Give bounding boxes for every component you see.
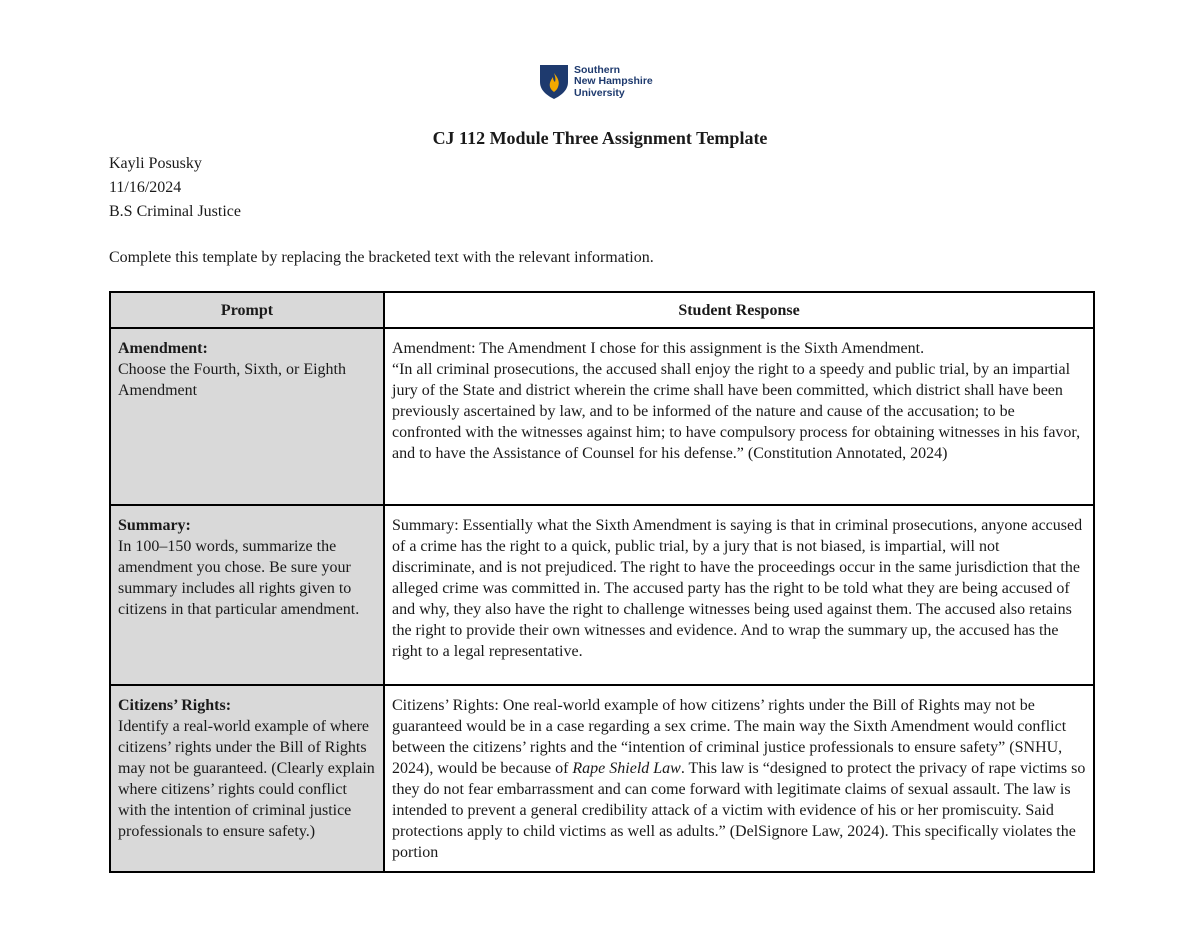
- logo-line: University: [574, 86, 625, 99]
- response-text: Summary: Essentially what the Sixth Amendment is saying is that in criminal prosecutions, anyone accused of a crime has the right to a quick, public trial, by a jury that is not biased, is impartial, will not discriminate, and is not prejudiced. The right to have the proceedings occur in the same jurisdiction that the alleged crime was committed in. The accused party has the right to be told what they are being accused of and why, they also have the right to challenge witnesses being used against them. The accused also retains the right to provide their own witnesses and evidence. And to wrap the summary up, the accused has the right to a legal representative.: [392, 517, 1083, 660]
- prompt-column-header: Prompt: [110, 292, 384, 328]
- assignment-table: [109, 291, 1095, 873]
- response-text: . This law is “designed to protect the privacy of rape victims so they do not fear embarrassment and can come forward with legitimate claims of sexual assault. The law is intended to prevent a general credibility attack of a victim with evidence of his or her promiscuity. Said protections apply to child victims as well as adults.” (DelSignore Law, 2024). This specifically violates the portion: [392, 760, 1086, 861]
- response-text: Citizens’ Rights: One real-world example of how citizens’ rights under the Bill of Rights may not be guaranteed would be in a case regarding a sex crime. The main way the Sixth Amendment would conflict between the citizens’ rights and the “intention of criminal justice professionals to ensure safety” (SNHU, 2024), would be because of: [392, 697, 1067, 777]
- document-title: CJ 112 Module Three Assignment Template: [432, 128, 768, 148]
- response-cell[interactable]: [384, 685, 1094, 872]
- prompt-text: Choose the Fourth, Sixth, or Eighth Amendment: [118, 361, 346, 399]
- prompt-cell: [110, 328, 384, 505]
- snhu-logo: [539, 64, 653, 100]
- template-instruction: Complete this template by replacing the bracketed text with the relevant information.: [109, 249, 654, 266]
- table-row: [110, 505, 1094, 685]
- table-row: [110, 328, 1094, 505]
- response-text: “In all criminal prosecutions, the accused shall enjoy the right to a speedy and public trial, by an impartial jury of the State and district wherein the crime shall have been committed, which district shall have been previously ascertained by law, and to be informed of the nature and cause of the accusation; to be confronted with the witnesses against him; to have compulsory process for obtaining witnesses in his favor, and to have the Assistance of Counsel for his defense.” (Constitution Annotated, 2024): [392, 361, 1081, 462]
- prompt-cell: [110, 505, 384, 685]
- prompt-text: Identify a real-world example of where citizens’ rights under the Bill of Rights may not be guaranteed. (Clearly explain where citizens’ rights could conflict with the intention of criminal justice professionals to ensure safety.): [118, 718, 375, 840]
- response-cell[interactable]: [384, 505, 1094, 685]
- response-text: Amendment: The Amendment I chose for this assignment is the Sixth Amendment.: [392, 340, 925, 357]
- table-header-row: [110, 292, 1094, 328]
- prompt-text: In 100–150 words, summarize the amendment you chose. Be sure your summary includes all rights given to citizens in that particular amendment.: [118, 538, 360, 618]
- logo-line: New Hampshire: [574, 75, 653, 88]
- author-block: [109, 152, 241, 224]
- prompt-label: Summary:: [118, 517, 191, 534]
- prompt-label: Citizens’ Rights:: [118, 697, 232, 714]
- response-column-header: Student Response: [384, 292, 1094, 328]
- program-name: B.S Criminal Justice: [109, 203, 241, 220]
- submission-date: 11/16/2024: [109, 179, 182, 196]
- table-row: [110, 685, 1094, 872]
- prompt-label: Amendment:: [118, 340, 208, 357]
- response-cell[interactable]: [384, 328, 1094, 505]
- logo-line: Southern: [574, 63, 621, 76]
- shield-flame-icon: [539, 64, 569, 100]
- law-name-italic: Rape Shield Law: [572, 760, 681, 777]
- prompt-cell: [110, 685, 384, 872]
- author-name: Kayli Posusky: [109, 155, 202, 172]
- logo-wordmark: [574, 65, 653, 100]
